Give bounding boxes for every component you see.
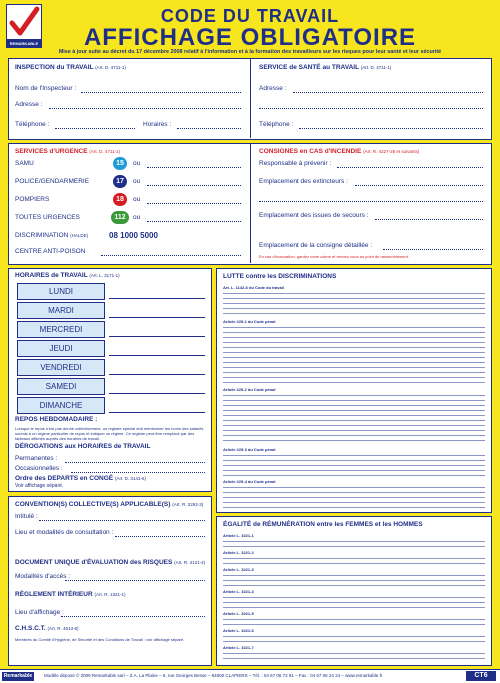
discrimination-text-1 bbox=[223, 291, 485, 317]
title-code-du-travail: CODE DU TRAVAIL bbox=[160, 6, 340, 26]
derogations-occasionnelles-label: Occasionnelles : bbox=[15, 465, 63, 472]
egalite-text-1 bbox=[223, 539, 485, 549]
document-unique-title: DOCUMENT UNIQUE d'ÉVALUATION des RISQUES (Art. R. 4121-4) bbox=[15, 559, 206, 566]
inspection-address-label: Adresse : bbox=[15, 101, 43, 108]
egalite-article-2: Article L. 3221-2 bbox=[223, 550, 254, 555]
pompiers-number: 18 bbox=[113, 193, 127, 206]
incendie-responsable-field[interactable] bbox=[337, 167, 483, 168]
header-subtitle: Mise à jour suite au décret du 17 décembre 2008 relatif à l'information et à la formation des travailleurs sur les risques pour leur santé et leur sécurité bbox=[58, 49, 442, 55]
convention-lieu-label: Lieu et modalités de consultation : bbox=[15, 529, 114, 536]
discrimination-article-3: Article 225-2 du Code pénal bbox=[223, 387, 276, 392]
derogations-permanentes-label: Permanentes : bbox=[15, 455, 58, 462]
repos-text: Lorsque le repos n'est pas donné collectivement, un registre spécial doit mentionner les noms des salariés soumis à un régime particulier de repos et indiquer ce régime. Ce registre peut être remplacé par des tableaux affichés auprès des horaires de travail. bbox=[15, 426, 204, 441]
day-dimanche: DIMANCHE bbox=[17, 397, 105, 414]
discrimination-text-4 bbox=[223, 453, 485, 477]
toutes-urgences-number: 112 bbox=[111, 211, 129, 224]
police-ou: ou bbox=[133, 178, 141, 185]
day-mardi: MARDI bbox=[17, 302, 105, 319]
convention-intitule-label: Intitulé : bbox=[15, 513, 38, 520]
inspection-hours-field[interactable] bbox=[177, 128, 241, 129]
inspection-title: INSPECTION du TRAVAIL (Art. D. 4711-1) bbox=[15, 64, 126, 71]
horaires-box bbox=[8, 268, 212, 492]
departs-sub: Voir affichage séparé. bbox=[15, 483, 64, 489]
derogations-occasionnelles-field[interactable] bbox=[71, 472, 205, 473]
samu-label: SAMU bbox=[15, 160, 34, 167]
egalite-article-4: Article L. 3221-4 bbox=[223, 589, 254, 594]
urgence-incendie-box bbox=[8, 143, 492, 265]
incendie-title: CONSIGNES en CAS d'INCENDIE (Art. R. 4227-28 et suivants) bbox=[259, 148, 420, 155]
reglement-lieu-label: Lieu d'affichage : bbox=[15, 609, 64, 616]
pompiers-ou: ou bbox=[133, 196, 141, 203]
incendie-issues-label: Emplacement des issues de secours : bbox=[259, 212, 369, 219]
toutes-urgences-ou: ou bbox=[133, 214, 141, 221]
inspector-name-field[interactable] bbox=[81, 92, 241, 93]
convention-box bbox=[8, 496, 212, 666]
egalite-article-1: Article L. 3221-1 bbox=[223, 533, 254, 538]
day-mercredi: MERCREDI bbox=[17, 321, 105, 338]
incendie-extincteurs-field[interactable] bbox=[355, 185, 483, 186]
pompiers-field[interactable] bbox=[147, 203, 241, 204]
discrimination-text-5 bbox=[223, 485, 485, 509]
chsct-text: Membres du Comité d'Hygiène, de Sécurité et des Conditions de Travail : voir affichage séparé. bbox=[15, 637, 185, 642]
egalite-article-5: Article L. 3221-5 bbox=[223, 611, 254, 616]
discrimination-article-1: Art. L. 1142-6 du Code du travail bbox=[223, 285, 284, 290]
departs-title: Ordre des DEPARTS en CONGÉ (Art. D. 3141-6) bbox=[15, 475, 146, 482]
title-affichage: AFFICHAGE OBLIGATOIRE bbox=[83, 24, 417, 51]
day-samedi: SAMEDI bbox=[17, 378, 105, 395]
samu-number: 15 bbox=[113, 157, 127, 170]
police-number: 17 bbox=[113, 175, 127, 188]
toutes-urgences-field[interactable] bbox=[147, 221, 241, 222]
incendie-extincteurs-label: Emplacement des extincteurs : bbox=[259, 178, 348, 185]
day-lundi: LUNDI bbox=[17, 283, 105, 300]
footer-text: Modèle déposé © 2009 Remarkable sarl – Z.A. La Plaine – 6, rue Georges Besse – 84600 CLAPIERS – Tél. : 04 67 06 72 91 – Fax : 04 67 06 24 24 – www.remarkable.fr bbox=[44, 673, 383, 678]
incendie-responsable-label: Responsable à prévenir : bbox=[259, 160, 332, 167]
sante-address-label: Adresse : bbox=[259, 85, 287, 92]
egalite-title: ÉGALITÉ de RÉMUNÉRATION entre les FEMMES et les HOMMES bbox=[223, 521, 423, 528]
reglement-title: RÈGLEMENT INTÉRIEUR (Art. R. 1321-1) bbox=[15, 591, 126, 598]
derogations-permanentes-field[interactable] bbox=[65, 462, 205, 463]
inspection-phone-field[interactable] bbox=[55, 128, 135, 129]
discrimination-article-2: Article 225-1 du Code pénal bbox=[223, 319, 276, 324]
antipoison-field[interactable] bbox=[101, 255, 241, 256]
incendie-consigne-label: Emplacement de la consigne détaillée : bbox=[259, 242, 373, 249]
convention-lieu-field[interactable] bbox=[115, 536, 205, 537]
reglement-lieu-field[interactable] bbox=[61, 616, 205, 617]
egalite-text-7 bbox=[223, 651, 485, 661]
logo-label: REMARKABLE bbox=[6, 40, 42, 48]
day-vendredi: VENDREDI bbox=[17, 359, 105, 376]
document-unique-acces-field[interactable] bbox=[65, 580, 205, 581]
egalite-text-5 bbox=[223, 617, 485, 627]
egalite-text-2 bbox=[223, 556, 485, 566]
discrimination-text-3 bbox=[223, 393, 485, 445]
sante-phone-label: Téléphone : bbox=[259, 121, 294, 128]
convention-intitule-field[interactable] bbox=[39, 520, 205, 521]
sante-address-field-2[interactable] bbox=[259, 108, 483, 109]
samu-ou: ou bbox=[133, 160, 141, 167]
horaires-grid[interactable] bbox=[109, 283, 205, 412]
egalite-article-7: Article L. 3221-7 bbox=[223, 645, 254, 650]
chsct-title: C.H.S.C.T. (Art. R. 4613-8) bbox=[15, 625, 79, 632]
egalite-article-6: Article L. 3221-6 bbox=[223, 628, 254, 633]
police-label: POLICE/GENDARMERIE bbox=[15, 178, 90, 185]
incendie-consigne-field[interactable] bbox=[383, 249, 483, 250]
discrimination-label: DISCRIMINATION (HALDE) bbox=[15, 232, 89, 239]
repos-title: REPOS HEBDOMADAIRE : bbox=[15, 416, 98, 423]
egalite-text-3 bbox=[223, 573, 485, 588]
egalite-box bbox=[216, 516, 492, 666]
egalite-article-3: Article L. 3221-3 bbox=[223, 567, 254, 572]
sante-title: SERVICE de SANTÉ au TRAVAIL (Art. D. 4711-1) bbox=[259, 64, 392, 71]
sante-address-field[interactable] bbox=[293, 92, 483, 93]
inspection-address-field[interactable] bbox=[49, 108, 241, 109]
derogations-title: DÉROGATIONS aux HORAIRES de TRAVAIL bbox=[15, 443, 151, 450]
document-unique-acces-label: Modalités d'accès : bbox=[15, 573, 71, 580]
samu-field[interactable] bbox=[147, 167, 241, 168]
sante-phone-field[interactable] bbox=[299, 128, 483, 129]
footer bbox=[0, 669, 500, 683]
discriminations-title: LUTTE contre les DISCRIMINATIONS bbox=[223, 273, 337, 280]
egalite-text-4 bbox=[223, 595, 485, 610]
discriminations-box bbox=[216, 268, 492, 513]
incendie-note: En cas d'évacuation, gardez votre calme et rendez-vous au point de rassemblement. bbox=[259, 254, 409, 259]
toutes-urgences-label: TOUTES URGENCES bbox=[15, 214, 80, 221]
incendie-issues-field[interactable] bbox=[375, 219, 483, 220]
antipoison-label: CENTRE ANTI-POISON bbox=[15, 248, 86, 255]
incendie-extincteurs-field-2[interactable] bbox=[259, 201, 483, 202]
inspector-name-label: Nom de l'Inspecteur : bbox=[15, 85, 77, 92]
egalite-text-6 bbox=[223, 634, 485, 644]
discrimination-text-2 bbox=[223, 325, 485, 385]
police-field[interactable] bbox=[147, 185, 241, 186]
inspection-sante-box bbox=[8, 58, 492, 140]
horaires-title: HORAIRES de TRAVAIL (Art. L. 3171-1) bbox=[15, 272, 120, 279]
day-jeudi: JEUDI bbox=[17, 340, 105, 357]
urgence-title: SERVICES d'URGENCE (Art. D. 4711-1) bbox=[15, 148, 121, 155]
footer-logo: Remarkable bbox=[3, 673, 33, 679]
pompiers-label: POMPIERS bbox=[15, 196, 50, 203]
halde-number: 08 1000 5000 bbox=[109, 231, 158, 240]
inspection-hours-label: Horaires : bbox=[143, 121, 172, 128]
convention-title: CONVENTION(S) COLLECTIVE(S) APPLICABLE(S) (Art. R. 2262-3) bbox=[15, 501, 204, 508]
discrimination-article-5: Article 225-4 du Code pénal bbox=[223, 479, 276, 484]
inspection-phone-label: Téléphone : bbox=[15, 121, 50, 128]
footer-code: CT6 bbox=[466, 671, 496, 681]
discrimination-article-4: Article 225-3 du Code pénal bbox=[223, 447, 276, 452]
